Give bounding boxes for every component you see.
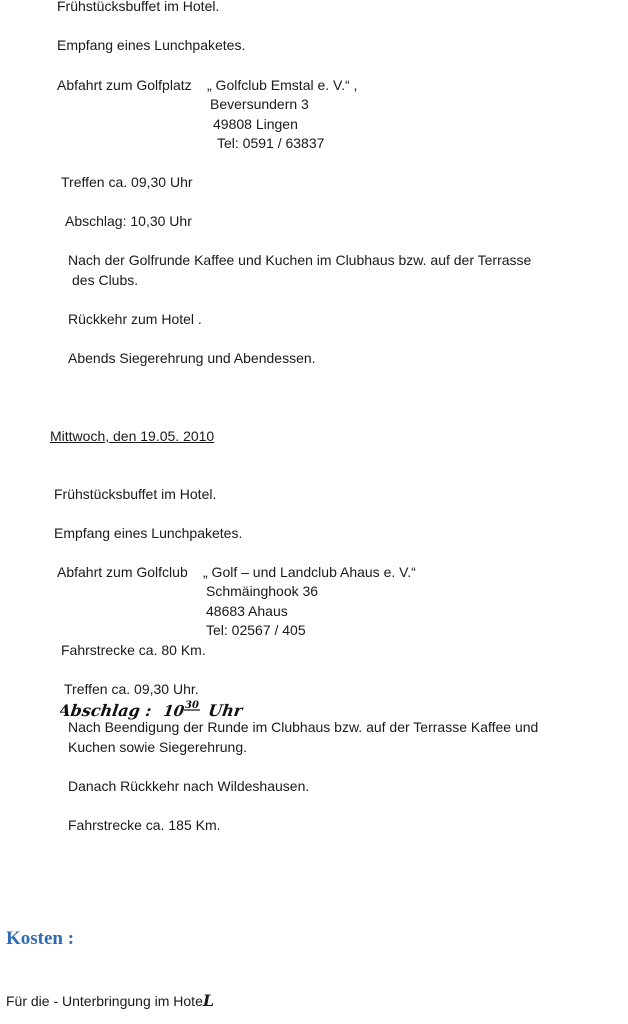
costs-accommodation-text: Für die - Unterbringung im Hote [6, 993, 203, 1009]
day2-club-name: „ Golf – und Landclub Ahaus e. V.“ [203, 564, 416, 580]
day1-after-round-2: des Clubs. [72, 272, 139, 288]
costs-accommodation-line [6, 992, 214, 1010]
svg-text:30: 30 [185, 700, 199, 711]
day2-return: Danach Rückkehr nach Wildeshausen. [68, 778, 310, 794]
handwritten-letter-l: L [202, 991, 215, 1010]
day1-meet: Treffen ca. 09,30 Uhr [61, 174, 193, 190]
day1-departure-prefix: Abfahrt zum Golfplatz [57, 77, 192, 93]
day2-distance-out: Fahrstrecke ca. 80 Km. [61, 642, 206, 658]
day2-distance-back: Fahrstrecke ca. 185 Km. [68, 817, 221, 833]
day1-evening: Abends Siegerehrung und Abendessen. [68, 350, 316, 366]
day2-date-heading: Mittwoch, den 19.05. 2010 [50, 428, 215, 444]
costs-heading: Kosten : [6, 928, 75, 949]
day1-return: Rückkehr zum Hotel . [68, 311, 202, 327]
day2-meet: Treffen ca. 09,30 Uhr. [64, 681, 199, 697]
svg-text:Uhr: Uhr [207, 701, 244, 720]
day1-breakfast: Frühstücksbuffet im Hotel. [57, 0, 220, 14]
day1-address-street: Beversundern 3 [210, 96, 309, 112]
svg-text:10: 10 [162, 702, 186, 720]
day1-lunch: Empfang eines Lunchpaketes. [57, 37, 246, 53]
day2-departure-prefix: Abfahrt zum Golfclub [57, 564, 188, 580]
day1-tee-off: Abschlag: 10,30 Uhr [65, 213, 192, 229]
day2-address-phone: Tel: 02567 / 405 [206, 622, 306, 638]
day1-address-city: 49808 Lingen [213, 116, 298, 132]
day2-lunch: Empfang eines Lunchpaketes. [54, 525, 243, 541]
svg-text:Abschlag :: Abschlag : [60, 701, 153, 720]
day2-breakfast: Frühstücksbuffet im Hotel. [54, 486, 217, 502]
day2-address-city: 48683 Ahaus [206, 603, 288, 619]
day2-after-round-2: Kuchen sowie Siegerehrung. [68, 739, 248, 755]
day2-address-street: Schmäinghook 36 [206, 583, 319, 599]
day1-club-name: „ Golfclub Emstal e. V.“ , [207, 77, 358, 93]
day1-after-round-1: Nach der Golfrunde Kaffee und Kuchen im Clubhaus bzw. auf der Terrasse [68, 252, 532, 268]
day2-after-round-1: Nach Beendigung der Runde im Clubhaus bzw. auf der Terrasse Kaffee und [68, 719, 539, 735]
day1-address-phone: Tel: 0591 / 63837 [217, 135, 325, 151]
